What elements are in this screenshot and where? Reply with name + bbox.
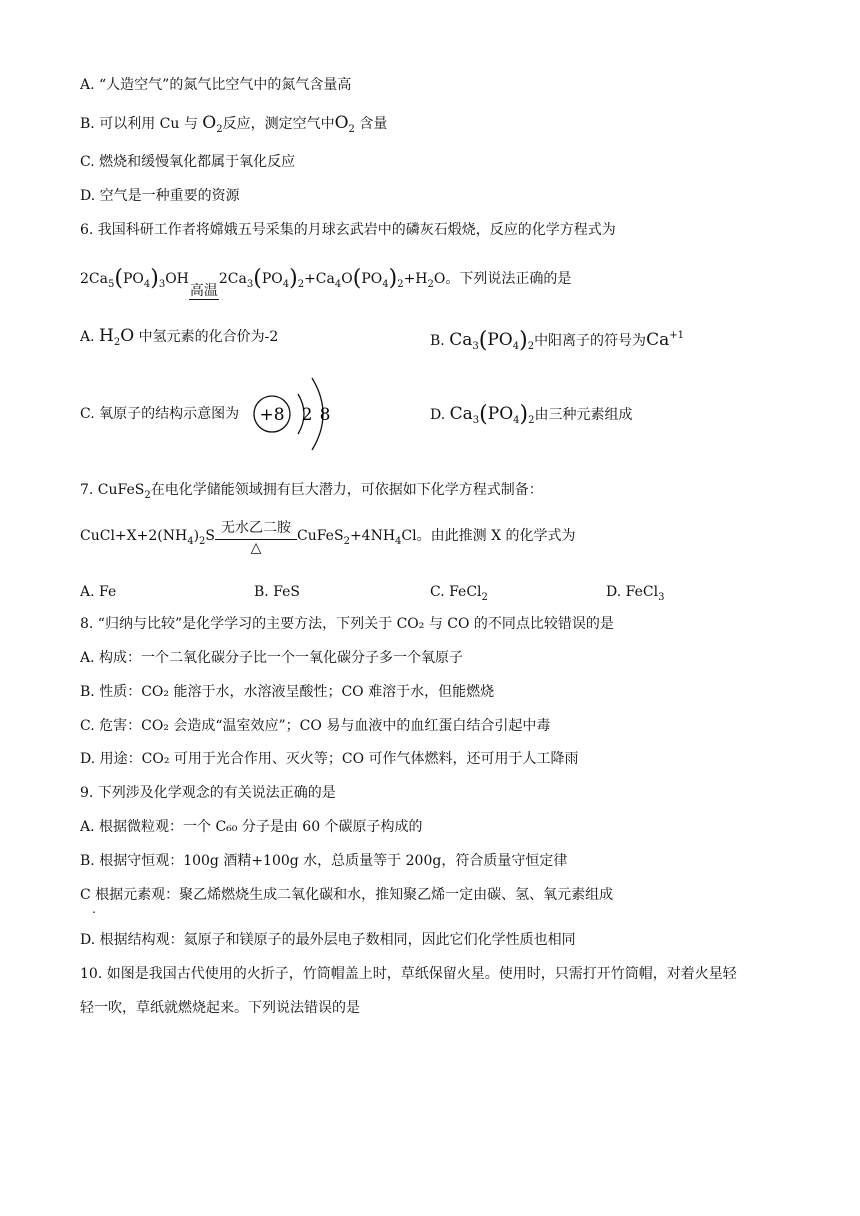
q6-option-a: A. $H_2O$ 中氢元素的化合价为-2	[80, 326, 279, 348]
q5-b-o2: $O_2$	[202, 113, 223, 135]
shell-2-electrons: 8	[319, 405, 331, 425]
q10-stem-line-2: 轻一吹，草纸就燃烧起来。下列说法错误的是	[80, 1000, 360, 1016]
q8-option-c: C. 危害：CO₂ 会造成“温室效应”；CO 易与血液中的血红蛋白结合引起中毒	[80, 718, 551, 734]
q5-b-post: 含量	[359, 116, 388, 132]
q6-option-b: B. $Ca_3(PO_4)_2$中阳离子的符号为$Ca^{+1}$	[430, 328, 684, 353]
q6-stem: 6. 我国科研工作者将嫦娥五号采集的月球玄武岩中的磷灰石煅烧，反应的化学方程式为	[80, 222, 616, 238]
q5-b-pre: B. 可以利用 Cu 与	[80, 116, 198, 132]
q6-d-formula: $Ca_3(PO_4)_2$	[449, 402, 535, 427]
q6-a-formula: $H_2O$	[99, 326, 135, 348]
q8-option-d: D. 用途：CO₂ 可用于光合作用、灭火等；CO 可作气体燃料，还可用于人工降雨	[80, 751, 579, 767]
q9-option-c: C 根据元素观：聚乙烯燃烧生成二氧化碳和水，推知聚乙烯一定由碳、氢、氧元素组成	[80, 887, 614, 903]
q9-option-b: B. 根据守恒观：100g 酒精+100g 水，总质量等于 200g，符合质量守恒定律	[80, 853, 568, 869]
q8-stem: 8. “归纳与比较”是化学学习的主要方法，下列关于 CO₂ 与 CO 的不同点比较错误的是	[80, 616, 614, 632]
q8-option-b: B. 性质：CO₂ 能溶于水，水溶液呈酸性；CO 难溶于水，但能燃烧	[80, 684, 495, 700]
q7-equation: $CuCl+X+2(NH_4)_2S$ 无水乙二胺 △ $CuFeS_2+4NH_4Cl$。由此推测 X 的化学式为	[80, 520, 576, 556]
q7-stem: 7. CuFeS$_2$在电化学储能领域拥有巨大潜力，可依据如下化学方程式制备：	[80, 482, 543, 501]
q9-stem: 9. 下列涉及化学观念的有关说法正确的是	[80, 785, 336, 801]
q6-equation-tail: 。下列说法正确的是	[445, 271, 572, 287]
q5-option-a: A. “人造空气”的氮气比空气中的氮气含量高	[80, 77, 352, 93]
q6-equation: $2Ca_5(PO_4)_3OH$ 高温 $2Ca_3(PO_4)_2+Ca_4O(PO_4)_2+H_2O$。下列说法正确的是	[80, 262, 571, 302]
q7-option-b: B. FeS	[254, 584, 301, 600]
q9-option-c-dot: .	[92, 902, 96, 916]
q5-option-d: D. 空气是一种重要的资源	[80, 188, 240, 204]
q7-option-a: A. Fe	[80, 584, 117, 600]
q7-option-c: C. FeCl$_2$	[430, 584, 488, 603]
q7-equation-condition: 无水乙二胺 △	[215, 520, 297, 556]
q5-b-mid: 反应，测定空气中	[222, 116, 335, 132]
q5-b-o2-second: $O_2$	[334, 113, 355, 135]
q10-stem-line-1: 10. 如图是我国古代使用的火折子，竹筒帽盖上时，草纸保留火星。使用时，只需打开竹筒帽，对着火星轻	[80, 966, 737, 982]
oxygen-atom-structure-diagram	[250, 368, 360, 460]
q9-option-a: A. 根据微粒观：一个 C₆₀ 分子是由 60 个碳原子构成的	[80, 819, 423, 835]
nucleus-charge: +8	[259, 405, 285, 425]
q6-option-d: D. $Ca_3(PO_4)_2$由三种元素组成	[430, 402, 633, 427]
q5-option-c: C. 燃烧和缓慢氧化都属于氧化反应	[80, 154, 296, 170]
q6-b-formula: $Ca_3(PO_4)_2$	[449, 328, 535, 353]
q6-option-c: C. 氧原子的结构示意图为	[80, 406, 240, 422]
q6-b-ion: $Ca^{+1}$	[646, 330, 684, 350]
q8-option-a: A. 构成：一个二氧化碳分子比一个一氧化碳分子多一个氧原子	[80, 650, 464, 666]
shell-1-electrons: 2	[301, 405, 313, 425]
q9-option-d: D. 根据结构观：氦原子和镁原子的最外层电子数相同，因此它们化学性质也相同	[80, 932, 576, 948]
q6-equation-condition: 高温	[189, 283, 219, 302]
q7-equation-tail: 。由此推测 X 的化学式为	[416, 528, 576, 544]
q5-option-b	[80, 113, 387, 140]
q7-option-d: D. FeCl$_3$	[606, 584, 665, 603]
